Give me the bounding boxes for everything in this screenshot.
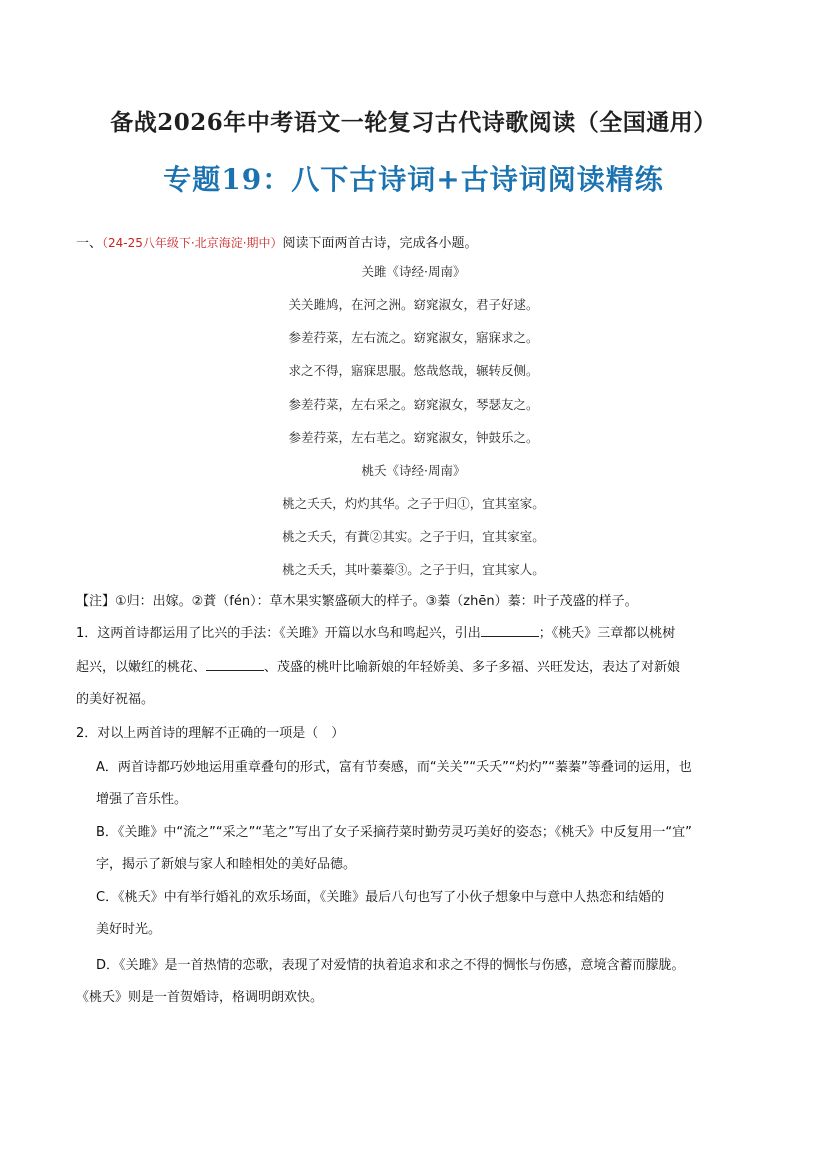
question-source: （24-25八年级下·北京海淀·期中） <box>102 236 283 250</box>
document-title: 备战2026年中考语文一轮复习古代诗歌阅读（全国通用） <box>110 109 717 136</box>
poem2-line: 桃之夭夭，有蕡②其实。之子于归，宜其家室。 <box>282 529 545 544</box>
question-1-line2 <box>76 654 756 682</box>
option-c-cont: 美好时光。 <box>96 922 162 937</box>
q1-text: 起兴，以嫩红的桃花、 <box>76 660 207 675</box>
question-1-line3: 的美好祝福。 <box>76 692 155 707</box>
poem1-line: 关关雎鸠，在河之洲。窈窕淑女，君子好逑。 <box>288 297 539 312</box>
option-c: C．《桃夭》中有举行婚礼的欢乐场面，《关雎》最后八句也写了小伙子想象中与意中人热恋和结婚的 <box>96 890 665 905</box>
answer-blank[interactable] <box>481 624 539 637</box>
poem1-line: 求之不得，寤寐思服。悠哉悠哉，辗转反侧。 <box>288 363 539 378</box>
answer-blank[interactable] <box>206 658 264 671</box>
option-b-cont: 字，揭示了新娘与家人和睦相处的美好品德。 <box>96 857 357 872</box>
poem1-line: 参差荇菜，左右流之。窈窕淑女，寤寐求之。 <box>288 330 539 345</box>
option-d-cont: 《桃夭》则是一首贺婚诗，格调明朗欢快。 <box>76 990 324 1005</box>
poem1-title: 关雎《诗经·周南》 <box>361 264 466 279</box>
option-a-cont: 增强了音乐性。 <box>96 792 188 807</box>
poem-notes: 【注】①归：出嫁。②蕡（fén）：草木果实繁盛硕大的样子。③蓁（zhēn）蓁：叶子茂盛的样子。 <box>76 594 638 609</box>
poem2-title: 桃夭《诗经·周南》 <box>361 463 466 478</box>
q1-text: 1．这两首诗都运用了比兴的手法：《关雎》开篇以水鸟和鸣起兴，引出 <box>76 626 481 641</box>
document-subtitle: 专题19：八下古诗词+古诗词阅读精练 <box>163 163 664 196</box>
q1-text: ；《桃夭》三章都以桃树 <box>538 626 676 641</box>
poem2-line: 桃之夭夭，其叶蓁蓁③。之子于归，宜其家人。 <box>282 562 545 577</box>
question-instruction: 阅读下面两首古诗，完成各小题。 <box>282 236 478 251</box>
question-2-stem: 2．对以上两首诗的理解不正确的一项是（ ） <box>76 726 345 741</box>
q1-text: 、茂盛的桃叶比喻新娘的年轻娇美、多子多福、兴旺发达，表达了对新娘 <box>264 660 681 675</box>
option-d: D．《关雎》是一首热情的恋歌，表现了对爱情的执着追求和求之不得的惆怅与伤感，意境含蓄而朦胧。 <box>96 958 685 973</box>
poem1-line: 参差荇菜，左右芼之。窈窕淑女，钟鼓乐之。 <box>288 430 539 445</box>
question-1 <box>76 620 756 648</box>
option-a: A．两首诗都巧妙地运用重章叠句的形式，富有节奏感，而“关关”“夭夭”“灼灼”“蓁蓁”等叠词的运用，也 <box>96 760 692 775</box>
question-number: 一、 <box>76 236 103 251</box>
poem2-line: 桃之夭夭，灼灼其华。之子于归①，宜其室家。 <box>282 496 545 511</box>
question-heading <box>76 232 478 251</box>
option-b: B．《关雎》中“流之”“采之”“芼之”写出了女子采摘荇菜时勤劳灵巧美好的姿态；《桃夭》中反复用一“宜” <box>96 825 692 840</box>
poem1-line: 参差荇菜，左右采之。窈窕淑女，琴瑟友之。 <box>288 397 539 412</box>
